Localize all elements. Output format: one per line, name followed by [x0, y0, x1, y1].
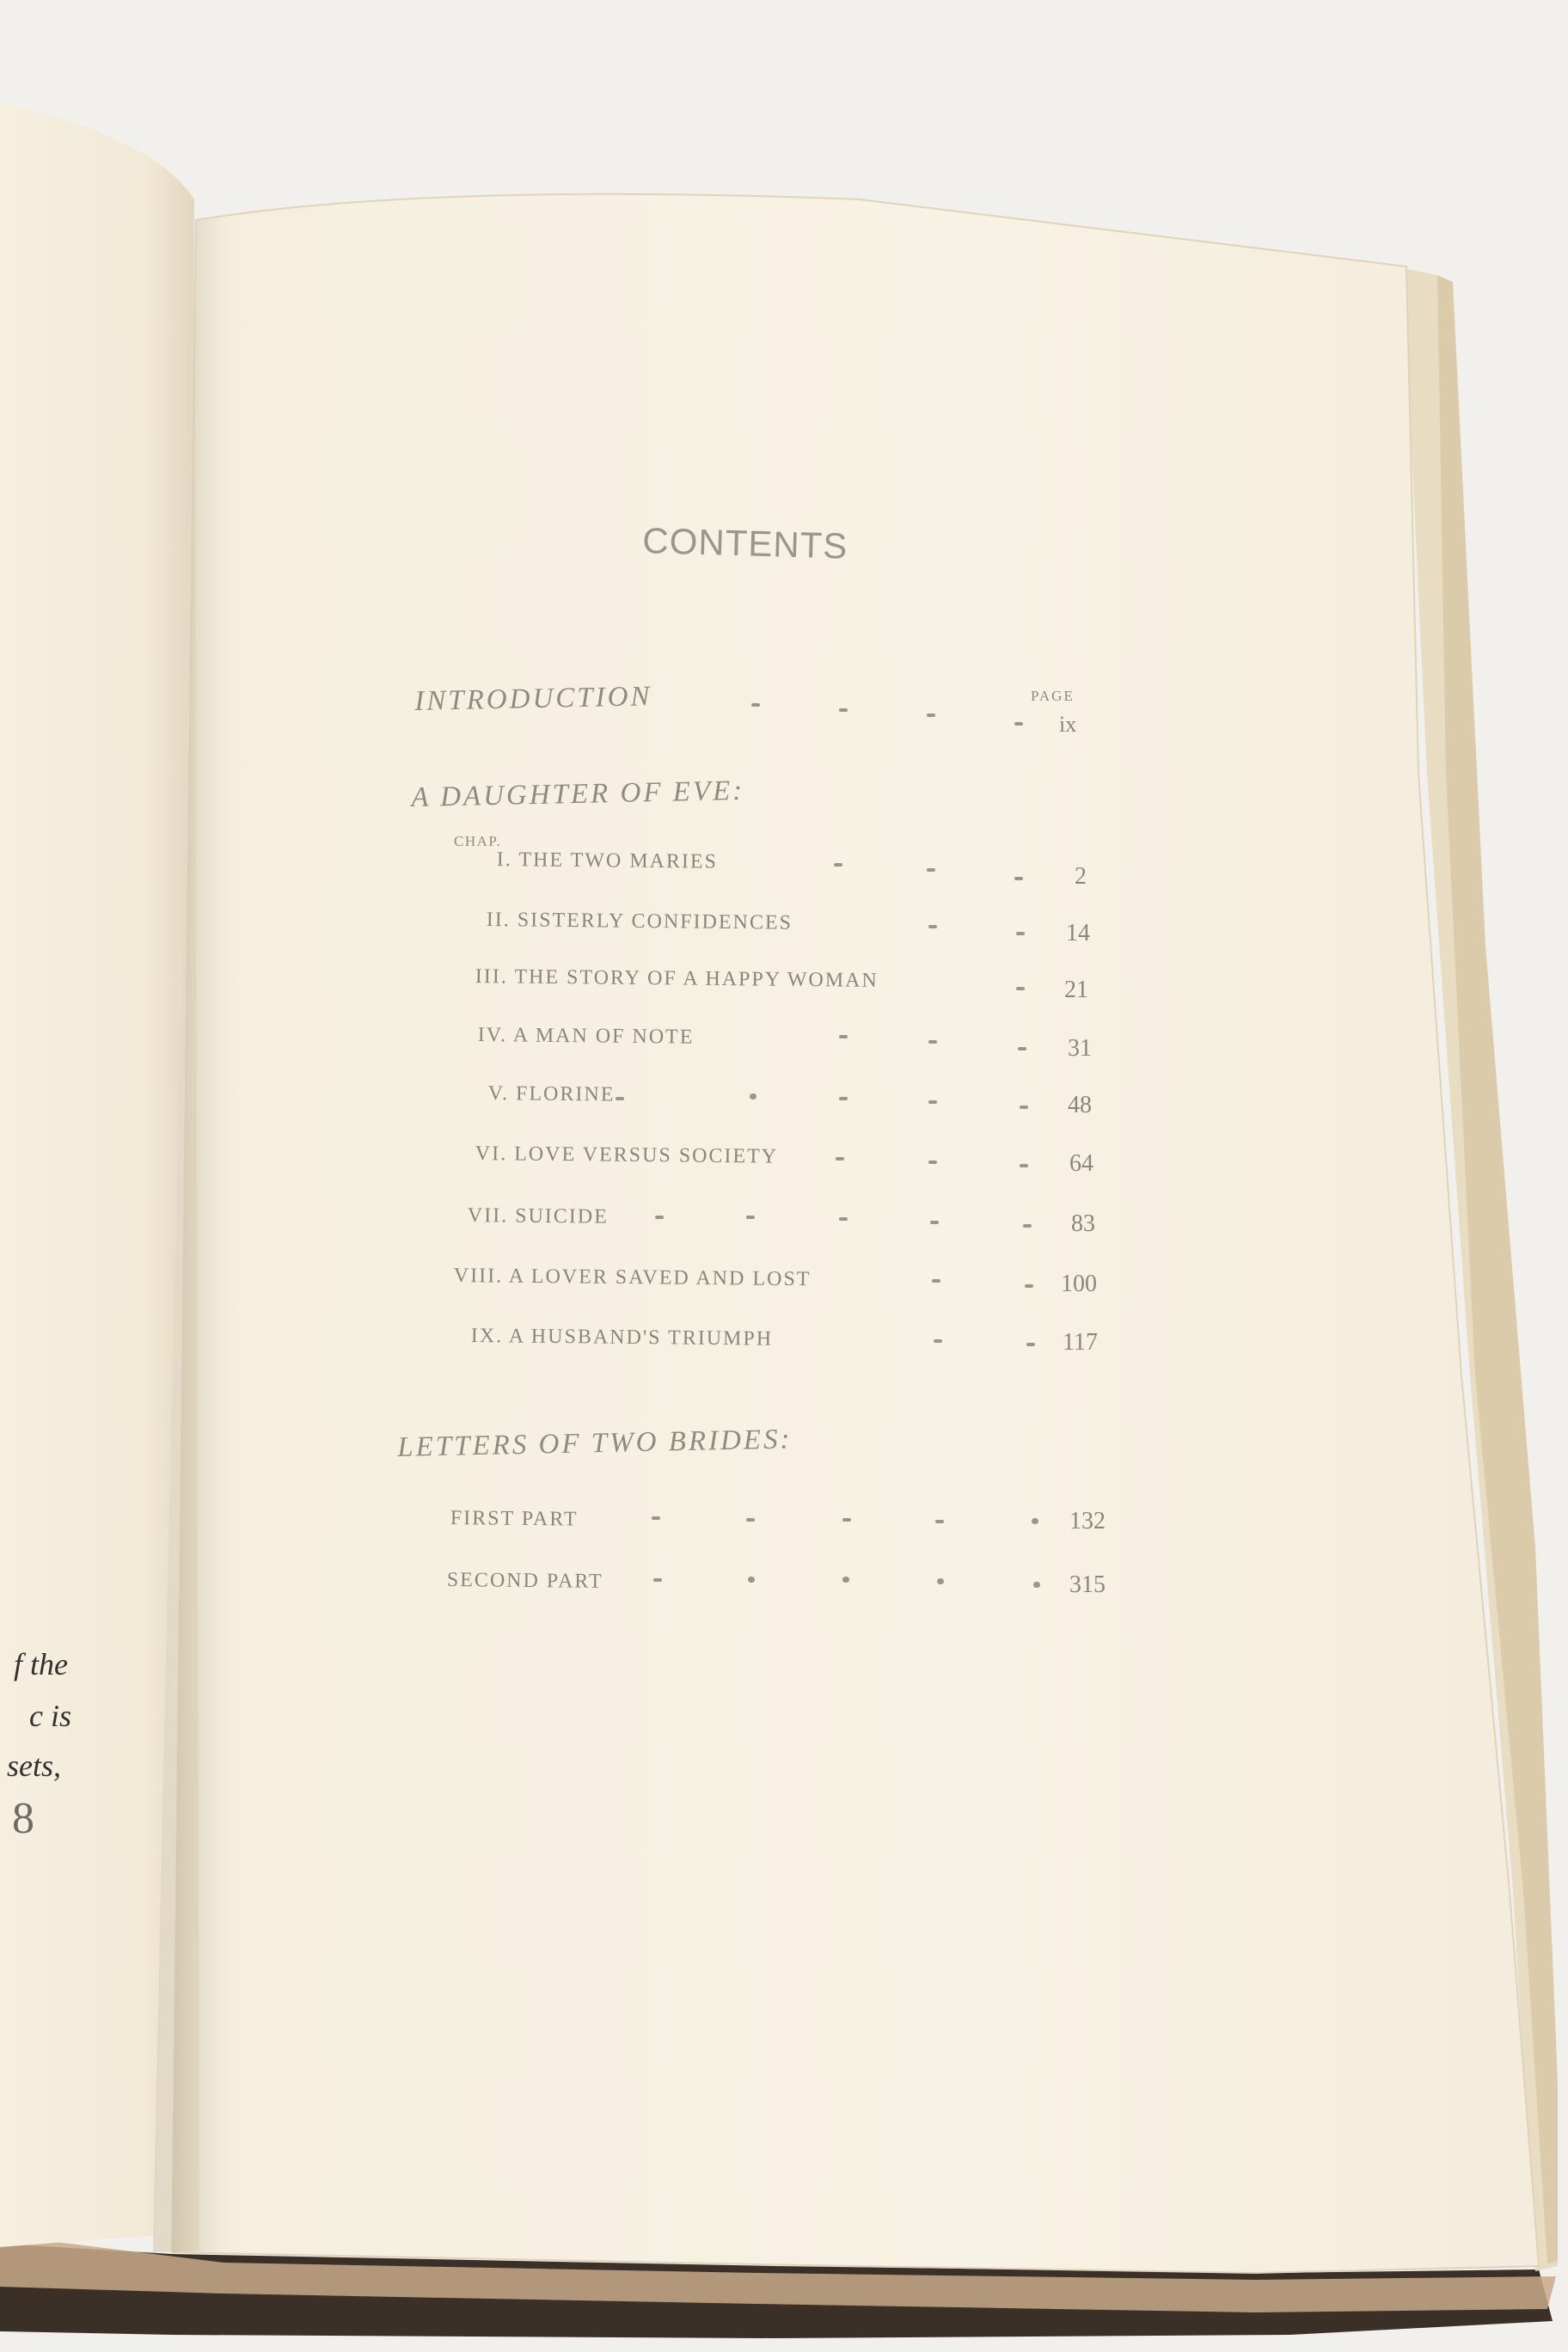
- daughter-of-eve-title: A DAUGHTER OF EVE:: [410, 775, 745, 813]
- chapter-page: 2: [1075, 863, 1087, 890]
- left-page-line: c is: [29, 1699, 71, 1733]
- chapter-page: 31: [1068, 1035, 1092, 1062]
- left-page-number: 8: [12, 1794, 34, 1843]
- chapter-page: 117: [1063, 1329, 1098, 1356]
- chapter-entry: I. THE TWO MARIES: [496, 848, 719, 873]
- chapter-entry: VI. LOVE VERSUS SOCIETY: [475, 1142, 779, 1168]
- introduction-page: ix: [1059, 712, 1077, 737]
- chapter-page: 21: [1064, 977, 1088, 1003]
- chapter-page: 83: [1071, 1210, 1095, 1237]
- chapter-page: 14: [1066, 920, 1090, 946]
- chapter-entry: VII. SUICIDE: [467, 1204, 609, 1228]
- chapter-entry: VIII. A LOVER SAVED AND LOST: [453, 1265, 812, 1291]
- page-column-label: PAGE: [1031, 688, 1075, 704]
- part-entry: FIRST PART: [450, 1507, 579, 1531]
- chapter-entry: V. FLORINE: [487, 1082, 616, 1106]
- part-page: 315: [1069, 1571, 1106, 1598]
- chapter-entry: III. THE STORY OF A HAPPY WOMAN: [475, 965, 879, 992]
- chapter-page: 64: [1069, 1150, 1093, 1177]
- left-page-line: sets,: [7, 1749, 61, 1783]
- introduction-title: INTRODUCTION: [413, 681, 652, 717]
- part-page: 132: [1069, 1508, 1106, 1534]
- chapter-page: 48: [1068, 1092, 1092, 1118]
- letters-of-two-brides-title: LETTERS OF TWO BRIDES:: [396, 1424, 793, 1463]
- chap-column-label: CHAP.: [454, 833, 502, 849]
- chapter-entry: IV. A MAN OF NOTE: [477, 1024, 695, 1049]
- chapter-page: 100: [1061, 1271, 1097, 1297]
- contents-title: CONTENTS: [641, 520, 848, 567]
- chapter-entry: II. SISTERLY CONFIDENCES: [486, 909, 793, 934]
- chapter-entry: IX. A HUSBAND'S TRIUMPH: [470, 1325, 774, 1351]
- part-entry: SECOND PART: [446, 1569, 603, 1593]
- right-page: [172, 194, 1539, 2273]
- left-page-line: f the: [14, 1647, 68, 1681]
